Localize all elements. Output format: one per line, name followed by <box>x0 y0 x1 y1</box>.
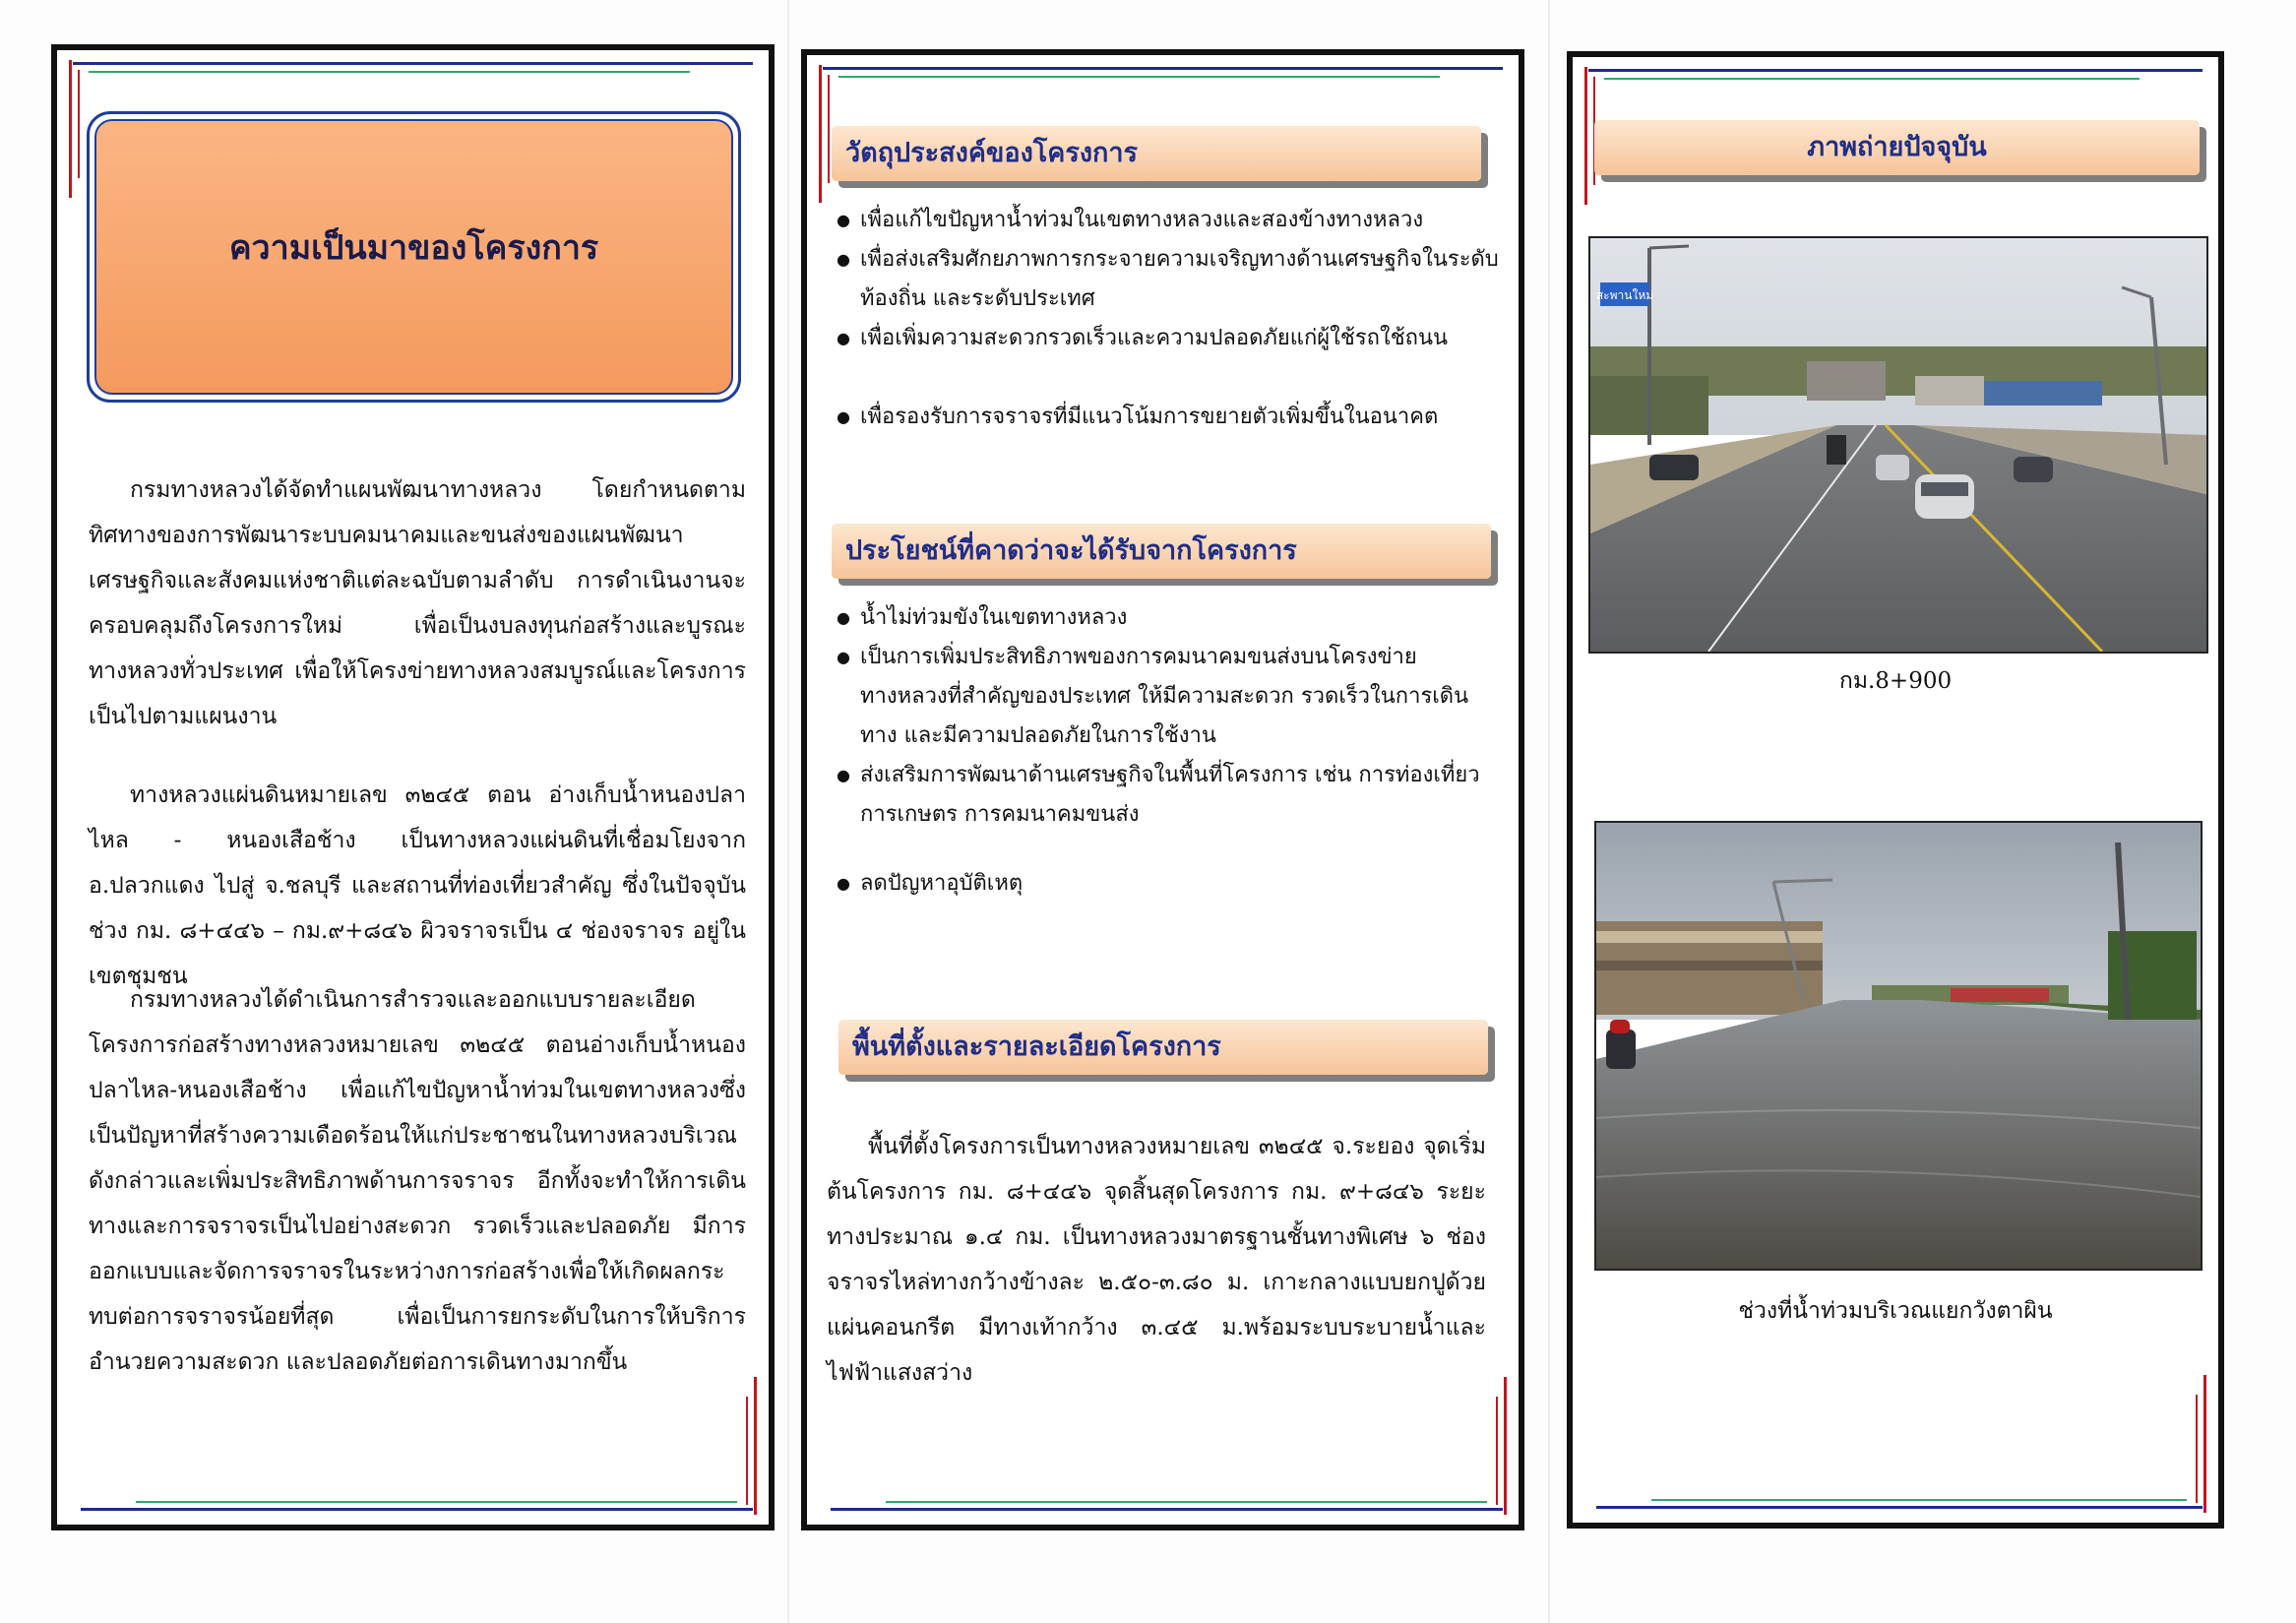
objectives-header: วัตถุประสงค์ของโครงการ <box>832 126 1481 181</box>
benefits-header: ประโยชน์ที่คาดว่าจะได้รับจากโครงการ <box>832 524 1491 579</box>
decor-line <box>746 1397 748 1505</box>
panel-left <box>51 44 775 1530</box>
decor-line <box>78 70 80 178</box>
list-item: ● ลดปัญหาอุบัติเหตุ <box>837 864 1502 904</box>
panel-right <box>1567 51 2224 1529</box>
decor-line <box>819 65 822 203</box>
list-item: ● เป็นการเพิ่มประสิทธิภาพของการคมนาคมขนส่งบนโครงข่ายทางหลวงที่สำคัญของประเทศ ให้มีความสะดวก รวดเร็วในการเดินทาง และมีความปลอดภัยในการใช้งาน <box>837 638 1502 756</box>
fold-line <box>787 0 789 1623</box>
location-paragraph: พื้นที่ตั้งโครงการเป็นทางหลวงหมายเลข ๓๒๔๕ จ.ระยอง จุดเริ่มต้นโครงการ กม. ๘+๔๔๖ จุดสิ้นสุดโครงการ กม. ๙+๘๔๖ ระยะทางประมาณ ๑.๔ กม. เป็นทางหลวงมาตรฐานชั้นทางพิเศษ ๖ ช่องจราจรไหล่ทางกว้างข้างละ ๒.๕๐-๓.๘๐ ม. เกาะกลางแบบยกปูด้วยแผ่นคอนกรีต มีทางเท้ากว้าง ๓.๔๕ ม.พร้อมระบบระบายน้ำและไฟฟ้าแสงสว่าง <box>827 1134 1486 1386</box>
list-item: ● เพื่อส่งเสริมศักยภาพการกระจายความเจริญทางด้านเศรษฐกิจในระดับท้องถิ่น และระดับประเทศ <box>837 240 1502 319</box>
road-sign-text: สะพานใหม่ <box>1595 288 1654 302</box>
decor-line <box>69 60 72 198</box>
background-title-fill <box>94 119 733 395</box>
photo2-caption: ช่วงที่น้ำท่วมบริเวณแยกวังตาผิน <box>1738 1298 2053 1324</box>
location-header: พื้นที่ตั้งและรายละเอียดโครงการ <box>838 1020 1488 1075</box>
list-item: ● เพื่อเพิ่มความสะดวกรวดเร็วและความปลอดภัยแก่ผู้ใช้รถใช้ถนน <box>837 319 1502 358</box>
decor-line <box>2196 1395 2198 1503</box>
decor-line <box>886 1501 1487 1503</box>
background-paragraph-1: กรมทางหลวงได้จัดทำแผนพัฒนาทางหลวง โดยกำหนดตามทิศทางของการพัฒนาระบบคมนาคมและขนส่งของแผนพัฒนาเศรษฐกิจและสังคมแห่งชาติแต่ละฉบับตามลำดับ การดำเนินงานจะครอบคลุมถึงโครงการใหม่ เพื่อเป็นงบลงทุนก่อสร้างและบูรณะทางหลวงทั่วประเทศ เพื่อให้โครงข่ายทางหลวงสมบูรณ์และโครงการเป็นไปตามแผนงาน <box>89 477 746 729</box>
decor-line <box>1651 1499 2187 1501</box>
background-paragraph-3: กรมทางหลวงได้ดำเนินการสำรวจและออกแบบรายละเอียดโครงการก่อสร้างทางหลวงหมายเลข ๓๒๔๕ ตอนอ่างเก็บน้ำหนองปลาไหล-หนองเสือช้าง เพื่อแก้ไขปัญหาน้ำท่วมในเขตทางหลวงซึ่งเป็นปัญหาที่สร้างความเดือดร้อนให้แก่ประชาชนในทางหลวงบริเวณดังกล่าวและเพิ่มประสิทธิภาพด้านการจราจร อีกทั้งจะทำให้การเดินทางและการจราจรเป็นไปอย่างสะดวก รวดเร็วและปลอดภัย มีการออกแบบและจัดการจราจรในระหว่างการก่อสร้างเพื่อให้เกิดผลกระทบต่อการจราจรน้อยที่สุด เพื่อเป็นการยกระดับในการให้บริการอำนวยความสะดวก และปลอดภัยต่อการเดินทางมากขึ้น <box>89 987 746 1375</box>
decor-line <box>2203 1375 2206 1513</box>
list-item: ● น้ำไม่ท่วมขังในเขตทางหลวง <box>837 598 1502 638</box>
decor-line <box>1596 1506 2203 1509</box>
road-photo <box>1588 236 2208 654</box>
decor-line <box>73 62 753 65</box>
decor-line <box>838 76 1440 78</box>
decor-line <box>1504 1377 1507 1515</box>
flood-photo <box>1594 821 2203 1271</box>
flooded-road-image <box>1596 823 2201 1269</box>
background-paragraph-2: ทางหลวงแผ่นดินหมายเลข ๓๒๔๕ ตอน อ่างเก็บน้ำหนองปลาไหล - หนองเสือช้าง เป็นทางหลวงแผ่นดินที่เชื่อมโยงจาก อ.ปลวกแดง ไปสู่ จ.ชลบุรี และสถานที่ท่องเที่ยวสำคัญ ซึ่งในปัจจุบัน ช่วง กม. ๘+๔๔๖ – กม.๙+๘๔๖ ผิวจราจรเป็น ๔ ช่องจราจร อยู่ในเขตชุมชน <box>89 782 746 989</box>
decor-line <box>1496 1397 1498 1505</box>
decor-line <box>1588 69 2203 72</box>
decor-line <box>81 1508 753 1511</box>
decor-line <box>831 1508 1503 1511</box>
background-title: ความเป็นมาของโครงการ <box>228 228 599 268</box>
decor-line <box>89 71 690 73</box>
background-title-box <box>87 111 741 403</box>
decor-line <box>828 75 830 183</box>
list-item: ● เพื่อแก้ไขปัญหาน้ำท่วมในเขตทางหลวงและสองข้างทางหลวง <box>837 201 1502 240</box>
decor-line <box>754 1377 757 1515</box>
fold-line <box>1548 0 1550 1623</box>
decor-line <box>1584 67 1587 205</box>
decor-line <box>136 1501 737 1503</box>
objectives-list <box>837 201 1502 437</box>
decor-line <box>1604 78 2140 80</box>
photos-header: ภาพถ่ายปัจจุบัน <box>1594 120 2200 175</box>
panel-middle <box>801 49 1524 1530</box>
photo1-caption: กม.8+900 <box>1838 668 1953 694</box>
list-item: ● ส่งเสริมการพัฒนาด้านเศรษฐกิจในพื้นที่โครงการ เช่น การท่องเที่ยว การเกษตร การคมนาคมขนส่ง <box>837 756 1502 835</box>
road-scene-image <box>1590 238 2206 652</box>
benefits-list <box>837 598 1502 904</box>
decor-line <box>823 67 1503 70</box>
list-item: ● เพื่อรองรับการจราจรที่มีแนวโน้มการขยายตัวเพิ่มขึ้นในอนาคต <box>837 398 1502 437</box>
